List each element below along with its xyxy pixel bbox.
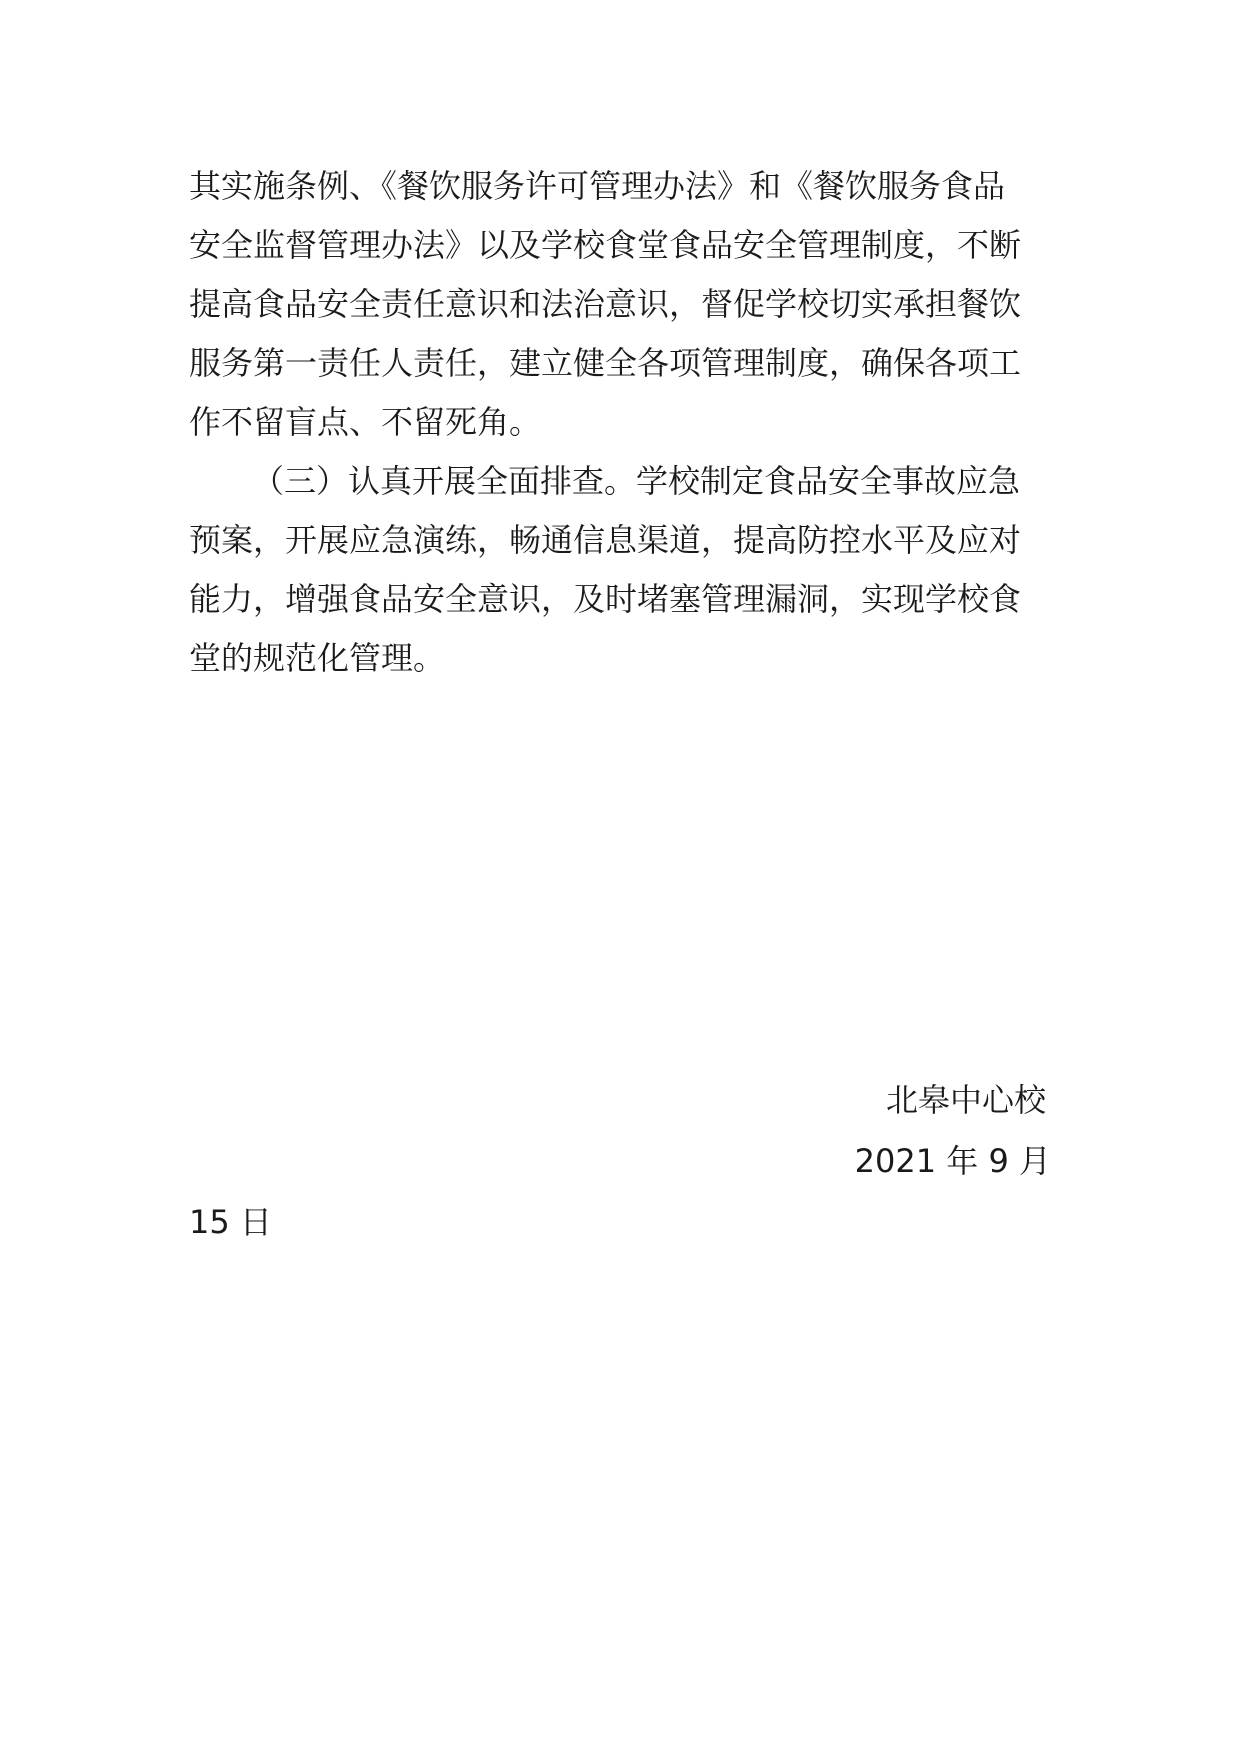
paragraph-line: 安全监督管理办法》以及学校食堂食品安全管理制度，不断	[189, 226, 1022, 264]
signature-date-part2: 15 日	[189, 1203, 272, 1241]
paragraph-line: 预案，开展应急演练，畅通信息渠道，提高防控水平及应对	[189, 521, 1022, 559]
paragraph-line: 能力，增强食品安全意识，及时堵塞管理漏洞，实现学校食	[189, 580, 1022, 618]
paragraph-line: 堂的规范化管理。	[189, 639, 446, 677]
signature-date-part1: 2021 年 9 月	[854, 1142, 1051, 1180]
paragraph-line: 作不留盲点、不留死角。	[189, 403, 542, 441]
paragraph-line: 其实施条例、《餐饮服务许可管理办法》和《餐饮服务食品	[189, 167, 1006, 205]
paragraph-line: 服务第一责任人责任，建立健全各项管理制度，确保各项工	[189, 344, 1022, 382]
section-heading-line: （三）认真开展全面排查。学校制定食品安全事故应急	[252, 462, 1021, 500]
paragraph-line: 提高食品安全责任意识和法治意识，督促学校切实承担餐饮	[189, 285, 1022, 323]
signature-org: 北皋中心校	[885, 1081, 1046, 1119]
